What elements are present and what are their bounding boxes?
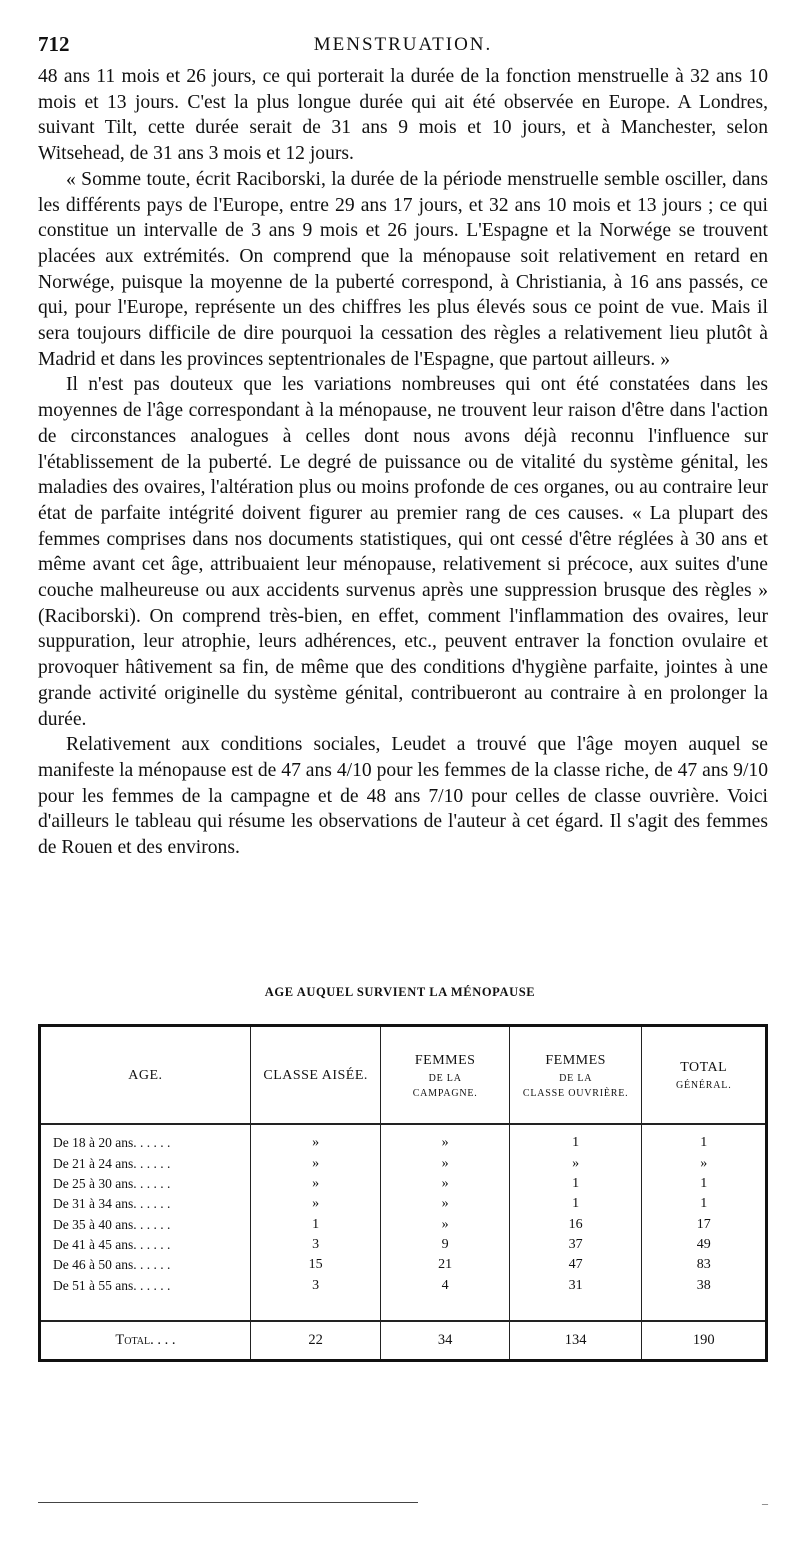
paragraph: Relativement aux conditions sociales, Leudet a trouvé que l'âge moyen auquel se manifeste la ménopause est de 47 ans 4/10 pour les femmes de la classe riche, de 47 ans 9/10 pour les femmes de la campagne et de 48 ans 7/10 pour celles de classe ouvrière. Voici d'ailleurs le tableau qui résume les observations de l'auteur à cet égard. Il s'agit des femmes de Rouen et des environs. bbox=[38, 734, 768, 859]
cell-age: De 18 à 20 ans. . . . . . bbox=[40, 1124, 251, 1153]
cell-campagne: » bbox=[381, 1174, 510, 1194]
cell-ouvriere: 1 bbox=[509, 1194, 642, 1214]
footer-dash: – bbox=[762, 1496, 768, 1510]
cell-campagne: » bbox=[381, 1124, 510, 1153]
cell-campagne: 21 bbox=[381, 1255, 510, 1275]
cell-age: De 35 à 40 ans. . . . . . bbox=[40, 1215, 251, 1235]
cell-total: 1 bbox=[700, 1135, 708, 1151]
cell-campagne: 9 bbox=[381, 1235, 510, 1255]
cell-age: De 41 à 45 ans. . . . . . bbox=[40, 1235, 251, 1255]
header-classe-aisee: CLASSE AISÉE. bbox=[250, 1026, 381, 1125]
table-row bbox=[40, 1276, 767, 1296]
cell-ouvriere: 16 bbox=[509, 1215, 642, 1235]
cell-age: De 25 à 30 ans. . . . . . bbox=[40, 1174, 251, 1194]
cell-total: 1 bbox=[700, 1176, 708, 1191]
table-header-row bbox=[40, 1026, 767, 1125]
cell-ouvriere: 47 bbox=[509, 1255, 642, 1275]
cell-total: 38 bbox=[696, 1277, 711, 1293]
paragraph: Il n'est pas douteux que les variations nombreuses qui ont été constatées dans les moyennes de l'âge correspondant à la ménopause, ne trouvent leur raison d'être dans l'action de circonstances analogues à celles dont nous avons déjà reconnu l'influence sur l'établissement de la puberté. Le degré de puissance ou de vitalité du système génital, les maladies des ovaires, l'altération plus ou moins profonde de ces organes, ou au contraire leur état de parfaite intégrité doivent figurer au premier rang de ces causes. « La plupart des femmes comprises dans nos documents statistiques, qui ont cessé d'être réglées à 30 ans et même avant cet âge, attribuaient leur ménopause, relativement si précoce, aux suites d'une couche malheureuse ou aux accidents survenus après une suppression brusque des règles » (Raciborski). On comprend très-bien, en effet, comment l'inflammation des ovaires, leur suppuration, leur atrophie, leurs adhérences, etc., peuvent entraver la fonction ovulaire et provoquer hâtivement sa fin, de même que des conditions d'hygiène parfaite, jointes à une grande activité originelle du système génital, contribueront au contraire à en prolonger la durée. bbox=[38, 374, 768, 730]
total-general: 190 bbox=[642, 1321, 767, 1360]
body-text bbox=[38, 64, 768, 861]
cell-age: De 21 à 24 ans. . . . . . bbox=[40, 1153, 251, 1173]
table-row bbox=[40, 1194, 767, 1214]
table-row bbox=[40, 1215, 767, 1235]
cell-ouvriere: 31 bbox=[509, 1276, 642, 1296]
cell-campagne: » bbox=[381, 1215, 510, 1235]
cell-aisee: 3 bbox=[250, 1235, 381, 1255]
cell-ouvriere: 1 bbox=[509, 1174, 642, 1194]
cell-total: 83 bbox=[696, 1257, 711, 1273]
cell-total: 1 bbox=[700, 1196, 708, 1212]
cell-campagne: » bbox=[381, 1194, 510, 1214]
cell-ouvriere: 1 bbox=[509, 1124, 642, 1153]
cell-total: 49 bbox=[696, 1237, 711, 1253]
cell-campagne: 4 bbox=[381, 1276, 510, 1296]
cell-age: De 46 à 50 ans. . . . . . bbox=[40, 1255, 251, 1275]
cell-aisee: » bbox=[250, 1153, 381, 1173]
cell-ouvriere: » bbox=[509, 1153, 642, 1173]
total-ouvriere: 134 bbox=[509, 1321, 642, 1360]
cell-aisee: 1 bbox=[250, 1215, 381, 1235]
total-aisee: 22 bbox=[250, 1321, 381, 1360]
cell-total: » bbox=[700, 1155, 708, 1171]
header-femmes-campagne: FEMMES DE LA CAMPAGNE. bbox=[381, 1026, 510, 1125]
page-number: 712 bbox=[38, 32, 70, 56]
table-row bbox=[40, 1124, 767, 1153]
running-title: MENSTRUATION. bbox=[313, 34, 493, 55]
cell-aisee: » bbox=[250, 1174, 381, 1194]
header-total-general: TOTAL GÉNÉRAL. bbox=[642, 1026, 767, 1125]
table-row bbox=[40, 1235, 767, 1255]
paragraph: 48 ans 11 mois et 26 jours, ce qui porterait la durée de la fonction menstruelle à 32 ans 10 mois et 13 jours. C'est la plus longue durée qui ait été observée en Europe. A Londres, suivant Tilt, cette durée serait de 31 ans 9 mois et 10 jours, et à Manchester, selon Witsehead, de 31 ans 3 mois et 12 jours. bbox=[38, 66, 768, 165]
table-spacer-row bbox=[40, 1296, 767, 1321]
total-campagne: 34 bbox=[381, 1321, 510, 1360]
cell-campagne: » bbox=[381, 1153, 510, 1173]
cell-total: 17 bbox=[696, 1216, 711, 1232]
table-total-row bbox=[40, 1321, 767, 1360]
cell-age: De 51 à 55 ans. . . . . . bbox=[40, 1276, 251, 1296]
cell-ouvriere: 37 bbox=[509, 1235, 642, 1255]
table-row bbox=[40, 1255, 767, 1275]
header-age: AGE. bbox=[40, 1026, 251, 1125]
menopause-age-table bbox=[38, 1024, 768, 1362]
table-row bbox=[40, 1153, 767, 1173]
cell-aisee: » bbox=[250, 1124, 381, 1153]
table-row bbox=[40, 1174, 767, 1194]
total-label: Total. . . . bbox=[40, 1321, 251, 1360]
table-caption: AGE AUQUEL SURVIENT LA MÉNOPAUSE bbox=[264, 985, 536, 999]
cell-age: De 31 à 34 ans. . . . . . bbox=[40, 1194, 251, 1214]
paragraph: « Somme toute, écrit Raciborski, la durée de la période menstruelle semble osciller, dans les différents pays de l'Europe, entre 29 ans 17 jours, et 32 ans 10 mois et 13 jours ; ce qui constitue un intervalle de 3 ans 9 mois et 26 jours. L'Espagne et la Norwége se trouvent placées aux extrémités. On comprend que la ménopause soit relativement en retard en Norwége, puisque la moyenne de la puberté correspond, à Christiania, à 16 ans passés, ce qui, pour l'Europe, représente un des chiffres les plus élevés sous ce point de vue. Mais il sera toujours difficile de dire pourquoi la cessation des règles a relativement lieu plutôt à Madrid et dans les provinces septentrionales de l'Espagne, que partout ailleurs. » bbox=[38, 168, 768, 370]
cell-aisee: 3 bbox=[250, 1276, 381, 1296]
cell-aisee: » bbox=[250, 1194, 381, 1214]
header-femmes-ouvriere: FEMMES DE LA CLASSE OUVRIÈRE. bbox=[509, 1026, 642, 1125]
footer-rule bbox=[38, 1502, 418, 1503]
page-header bbox=[38, 32, 768, 60]
cell-aisee: 15 bbox=[250, 1255, 381, 1275]
